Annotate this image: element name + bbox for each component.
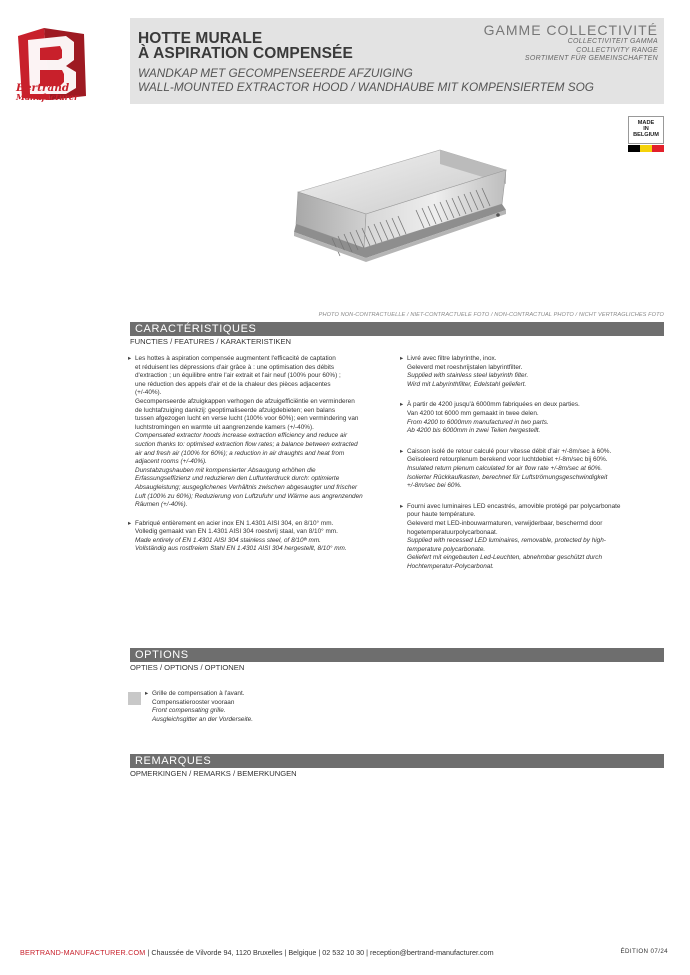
option-item — [145, 690, 375, 724]
characteristics-subtitle: FUNCTIES / FEATURES / KARAKTERISTIKEN — [130, 337, 292, 346]
feature-line-fr: d'extraction ; un équilibre entre l'air extrait et l'air neuf (100% pour 60%) ; — [135, 372, 341, 380]
feature-line-fr: ▸ Les hottes à aspiration compensée augmentent l'efficacité de captation — [135, 355, 336, 362]
brand-name — [16, 84, 78, 102]
option-de: Ausgleichsgitter an der Vorderseite. — [152, 715, 254, 723]
feature-line-de: Dunstabzugshauben mit kompensierter Absaugung erhöhen die — [135, 466, 316, 474]
characteristics-left-column — [128, 355, 390, 561]
options-title: OPTIONS — [135, 649, 189, 661]
feature-item — [400, 401, 662, 435]
photo-disclaimer: PHOTO NON-CONTRACTUELLE / NIET-CONTRACTUELE FOTO / NON-CONTRACTUAL PHOTO / NICHT VERTRAGLICHES FOTO — [318, 312, 664, 318]
feature-line-de: Vollständig aus rostfreiem Stahl EN 1.4301 AISI 304 hergestellt, 8/10° mm. — [135, 545, 347, 553]
feature-line-nl: Geïsoleerd retourplenum berekend voor luchtdebiet +/-8m/sec bij 60%. — [407, 456, 608, 464]
feature-line-nl: luchtstromingen en warmte uit aangrenzende kamers (+/-40%). — [135, 423, 314, 431]
feature-line-en: Compensated extractor hoods increase extraction efficiency and reduce air — [135, 432, 348, 440]
feature-line-nl: Van 4200 tot 6000 mm gemaakt in twee delen. — [407, 409, 539, 417]
product-title — [138, 31, 353, 61]
remarks-title: REMARQUES — [135, 755, 212, 767]
feature-line-en: adjacent rooms (+/-40%). — [135, 458, 207, 466]
characteristics-right-column — [400, 355, 662, 583]
feature-line-de: Wird mit Labyrinthfilter, Edelstahl geliefert. — [407, 380, 527, 388]
characteristics-title: CARACTÉRISTIQUES — [135, 323, 257, 335]
remarks-subtitle: OPMERKINGEN / REMARKS / BEMERKUNGEN — [130, 769, 297, 778]
options-bar — [130, 648, 664, 662]
range-nl: COLLECTIVITEIT GAMMA — [567, 38, 658, 45]
feature-line-fr: pour haute température. — [407, 511, 476, 519]
subtitle-nl: WANDKAP MET GECOMPENSEERDE AFZUIGING — [138, 66, 413, 80]
header-band — [130, 18, 664, 104]
option-checkbox[interactable] — [128, 692, 141, 705]
option-fr: ▸ Grille de compensation à l'avant. — [152, 690, 245, 697]
options-subtitle: OPTIES / OPTIONS / OPTIONEN — [130, 663, 245, 672]
feature-line-fr: ▸ Fourni avec luminaires LED encastrés, amovible protégé par polycarbonate — [407, 502, 621, 510]
feature-line-nl: Geleverd met roestvrijstalen labyrintfilter. — [407, 363, 523, 371]
feature-line-fr: une réduction des appels d'air et de la chaleur des pièces adjacentes — [135, 380, 331, 388]
title-fr-line1: HOTTE MURALE — [138, 30, 263, 47]
feature-item — [400, 355, 662, 389]
made-in-belgium-badge — [628, 116, 664, 144]
feature-line-de: Luft (100% zu 60%); Reduzierung von Luftzufuhr und Wärme aus angrenzenden — [135, 492, 363, 500]
feature-line-en: Made entirely of EN 1.4301 AISI 304 stainless steel, of 8/10ᵗʰ mm. — [135, 536, 321, 544]
feature-line-fr: ▸ Caisson isolé de retour calculé pour vitesse débit d'air +/-8m/sec à 60%. — [407, 447, 612, 455]
badge-line1: MADE — [637, 120, 655, 126]
feature-line-en: Insulated return plenum calculated for air flow rate +/-8m/sec at 60%. — [407, 464, 603, 472]
footer-address: | Chaussée de Vilvorde 94, 1120 Bruxelles | Belgique | 02 532 10 30 | reception@bertrand-manufacturer.com — [145, 948, 494, 957]
feature-line-nl: hogetemperatuurpolycarbonaat. — [407, 528, 498, 536]
option-en: Front compensating grille. — [152, 707, 226, 715]
feature-line-de: Ab 4200 bis 6000mm in zwei Teilen hergestellt. — [407, 427, 541, 435]
feature-line-fr: ▸ Fabriqué entièrement en acier inox EN 1.4301 AISI 304, en 8/10° mm. — [135, 519, 334, 527]
footer — [20, 948, 494, 957]
subtitle-en-de: WALL-MOUNTED EXTRACTOR HOOD / WANDHAUBE MIT KOMPENSIERTEM SOG — [138, 80, 594, 94]
badge-line3: BELGIUM — [633, 132, 659, 138]
feature-line-de: Geliefert mit eingebauten Led-Leuchten, abnehmbar geschützt durch — [407, 554, 603, 562]
remarks-bar — [130, 754, 664, 768]
feature-line-fr: ▸ Livré avec filtre labyrinthe, inox. — [407, 355, 497, 362]
feature-line-nl: tussen afgezogen lucht en verse lucht (100% voor 60%); een vermindering van — [135, 415, 359, 423]
footer-website-link[interactable]: BERTRAND-MANUFACTURER.COM — [20, 948, 146, 957]
feature-item — [400, 448, 662, 491]
feature-line-de: Räumen (+/-40%). — [135, 501, 188, 509]
feature-line-en: suction thanks to: optimised extraction flow rates; a balance between extracted — [135, 440, 358, 448]
brand-name-line2: Manufacturer — [16, 92, 79, 102]
range-en: COLLECTIVITY RANGE — [576, 46, 658, 54]
feature-line-de: Hochtemperatur-Polycarbonat. — [407, 562, 494, 570]
product-subtitles — [138, 66, 594, 94]
feature-line-fr: et réduisent les dépressions d'air grâce à : une optimisation des débits — [135, 363, 335, 371]
title-fr-line2: À ASPIRATION COMPENSÉE — [138, 45, 353, 62]
feature-item — [400, 503, 662, 572]
belgium-flag-icon — [628, 145, 664, 152]
feature-line-nl: Geleverd met LED-inbouwarmaturen, verwijderbaar, beschermd door — [407, 519, 603, 527]
characteristics-bar — [130, 322, 664, 336]
feature-line-de: Erfassungseffizienz und reduzieren den Luftunterdruck durch: optimierte — [135, 475, 340, 483]
brand-name-line1: Bertrand — [16, 82, 70, 94]
feature-line-nl: Gecompenseerde afzuigkappen verhogen de afzuigefficiëntie en verminderen — [135, 397, 355, 405]
option-nl: Compensatierooster vooraan — [152, 698, 235, 706]
feature-line-de: Isolierter Rückkaufkasten, berechnet für Luftströmungsgeschwindigkeit — [407, 473, 608, 481]
feature-item — [128, 355, 390, 510]
feature-item — [128, 520, 390, 554]
range-block — [484, 23, 658, 64]
badge-line2: IN — [643, 126, 649, 132]
feature-line-en: Supplied with stainless steel labyrinth filter. — [407, 372, 529, 380]
feature-line-en: air and fresh air (100% for 60%); a reduction in air draughts and heat from — [135, 449, 345, 457]
edition-label: ÉDITION 07/24 — [620, 948, 668, 955]
feature-line-fr: ▸ À partir de 4200 jusqu'à 6000mm fabriquées en deux parties. — [407, 401, 580, 409]
range-de: SORTIMENT FÜR GEMEINSCHAFTEN — [524, 55, 658, 62]
feature-line-de: Absaugleistung; ausgeglichenes Verhältnis zwischen abgesaugter und frischer — [135, 483, 358, 491]
feature-line-en: Supplied with recessed LED luminaires, removable, protected by high- — [407, 537, 606, 545]
extractor-hood-image — [270, 140, 520, 290]
feature-line-en: From 4200 to 6000mm manufactured in two parts. — [407, 418, 549, 426]
feature-line-nl: de luchtafzuiging dankzij: geoptimaliseerde afzuigdebieten; een balans — [135, 406, 336, 414]
range-title: GAMME COLLECTIVITÉ — [483, 22, 658, 38]
feature-line-fr: (+/-40%). — [135, 389, 162, 397]
feature-line-nl: Volledig gemaakt van EN 1.4301 AISI 304 roestvrij staal, van 8/10° mm. — [135, 528, 338, 536]
feature-line-en: temperature polycarbonate. — [407, 545, 486, 553]
feature-line-de: +/-8m/sec bei 60%. — [407, 482, 462, 490]
